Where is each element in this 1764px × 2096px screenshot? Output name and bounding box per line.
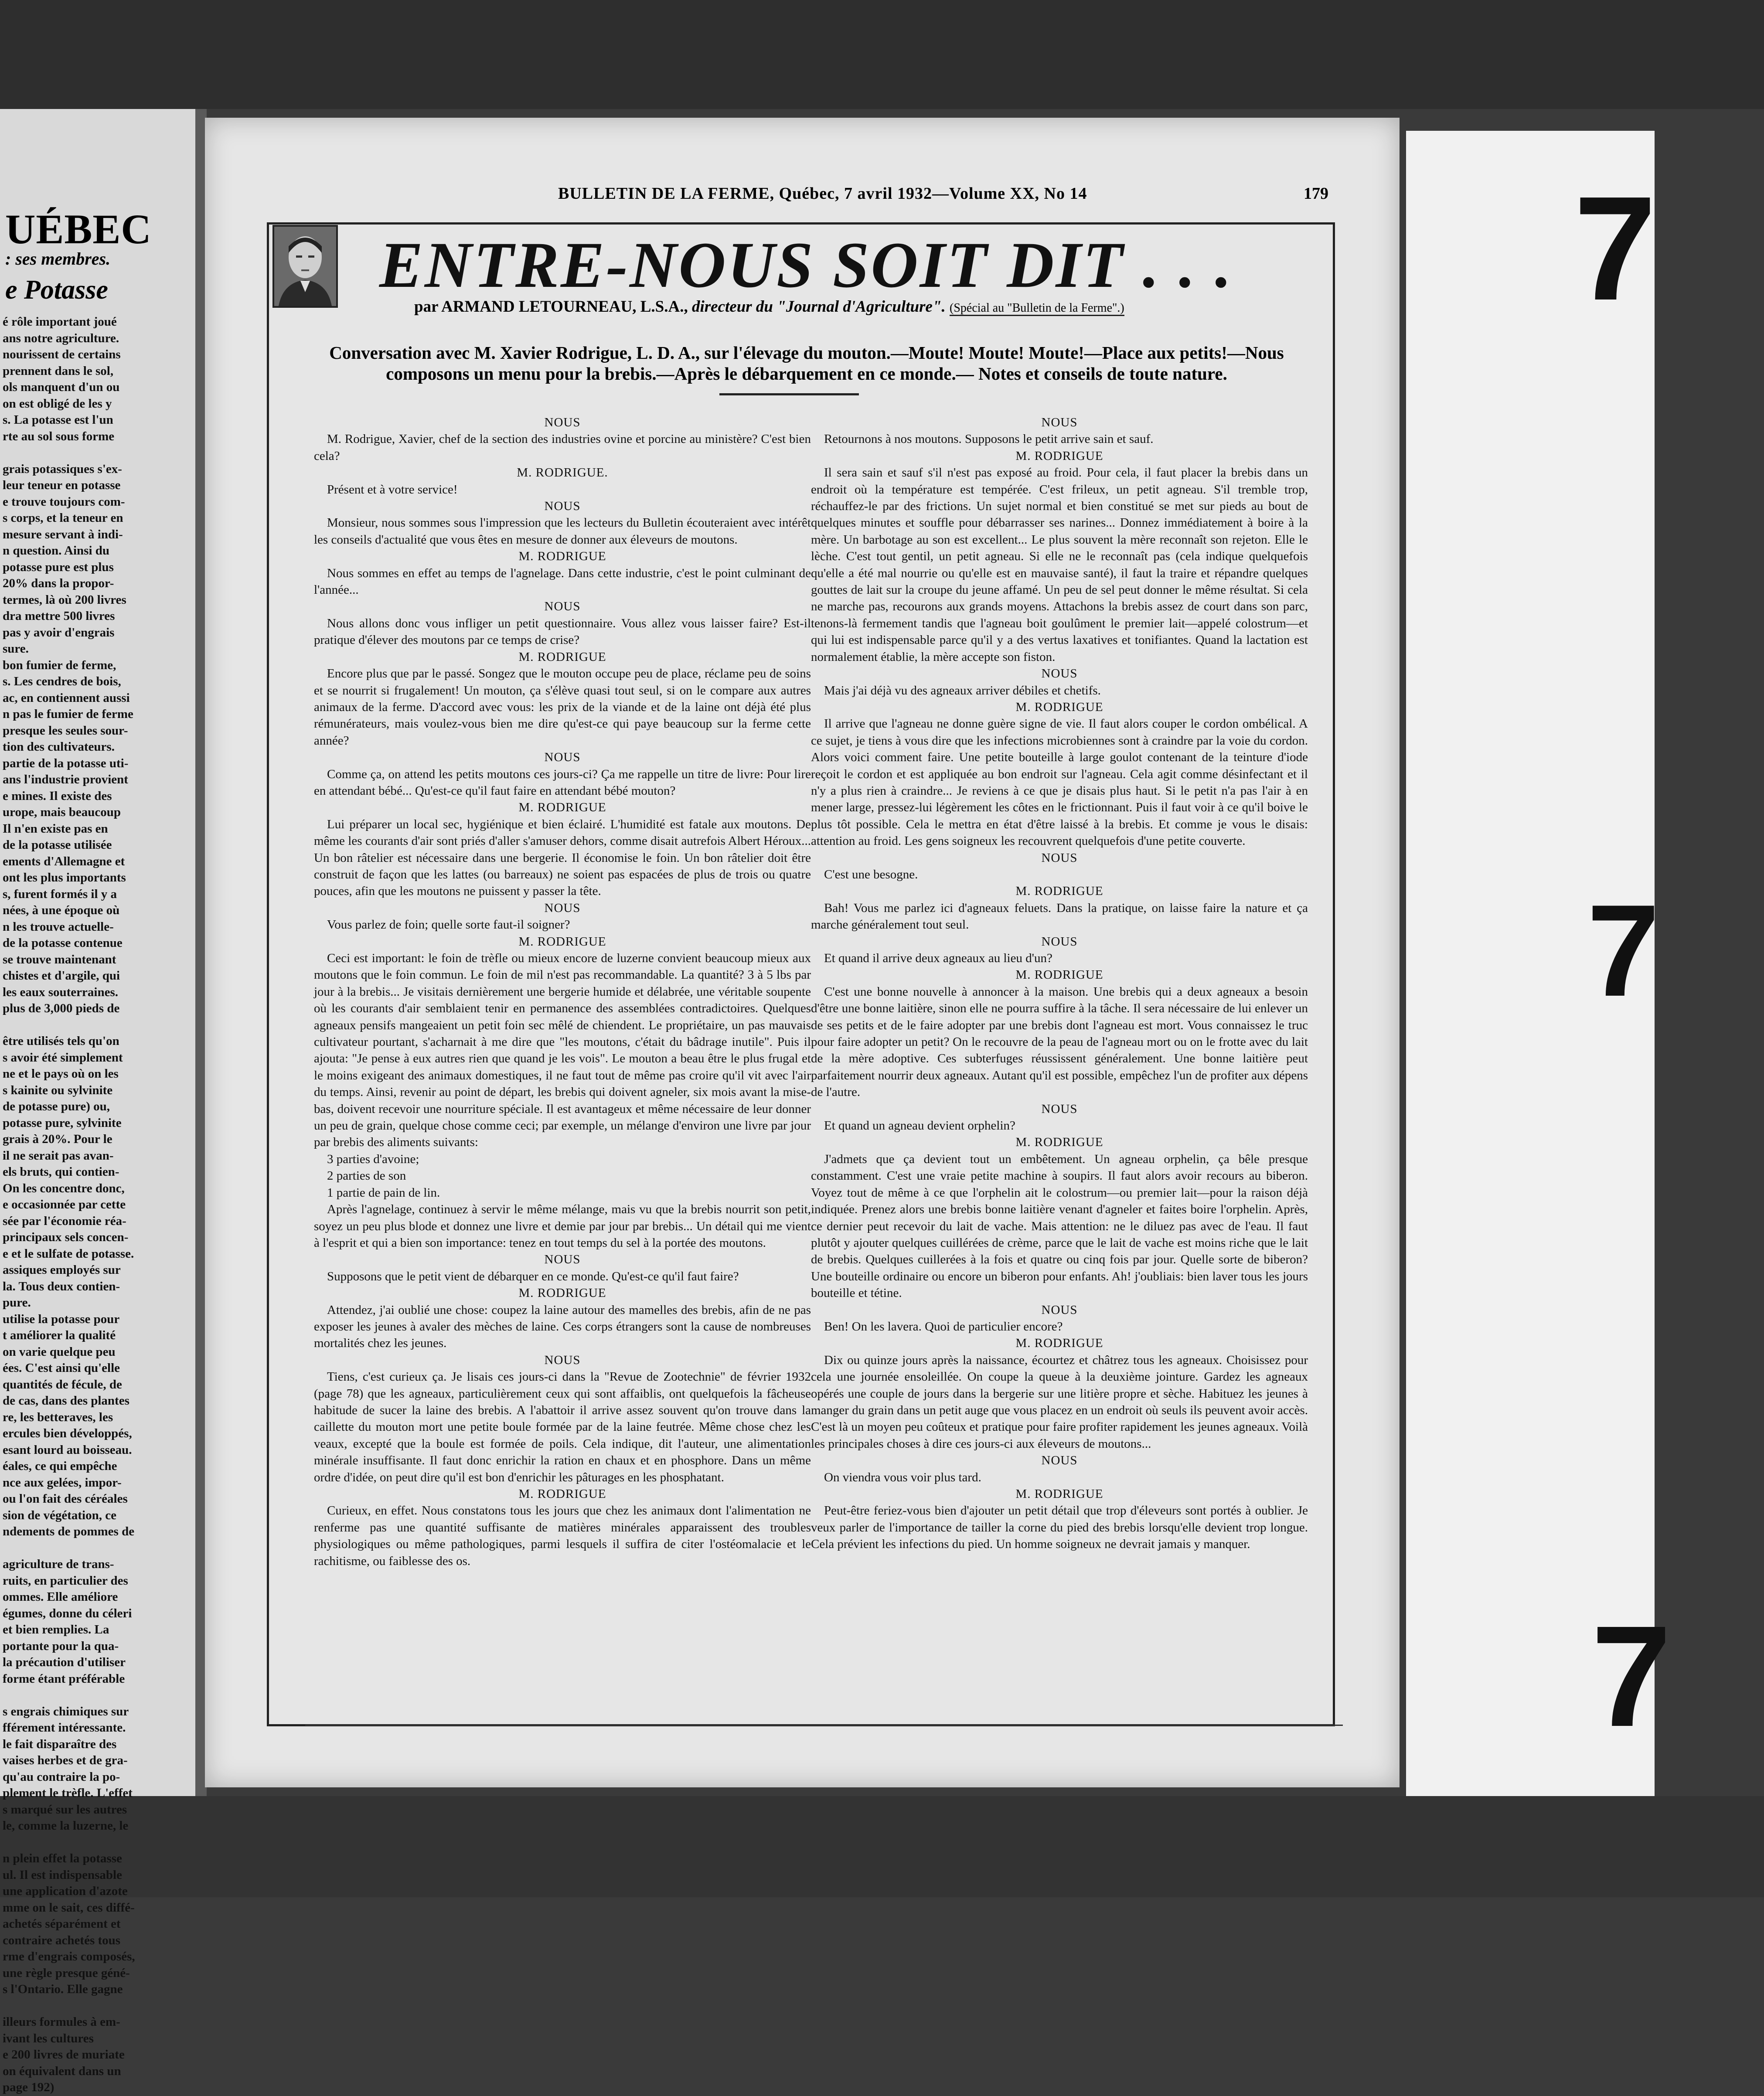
speaker-label: M. RODRIGUE xyxy=(1015,700,1103,714)
article-column-right xyxy=(811,414,1308,1553)
frame-marker-2: 7 xyxy=(1587,877,1660,1024)
dialogue-paragraph: Ceci est important: le foin de trèfle ou mieux encore de luzerne convient beaucoup mieux aux moutons que le foin commun. Le foin de mil n'est pas recommandable. La quantité? 3 à 5 lbs par jour à la brebis... Je visitais dernièrement une bergerie humide et délabrée, une véritable soupente où les courants d'air semblaient tenir en permanence des assemblées contradictoires. Quelques agneaux pensifs mangeaient un petit foin sec mêlé de chiendent. Le propriétaire, un pas mauvais cultivateur pourtant, s'acharnait à me dire que "les moutons, c'était du bâdrage inutile". Puis il ajouta: "Je pense à eux autres rien que quand je les vois". Le mouton a beau être le plus frugal et le moins exigeant des animaux domestiques, il ne faut tout de même pas croire qu'il vit avec l'air du temps. Ainsi, revenir au point de départ, les brebis qui doivent agneler, six mois avant la mise-bas, doivent recevoir une nourriture spéciale. Il est avantageux et même nécessaire de leur donner un peu de grain, quelque chose comme ceci; par exemple, un mélange d'environ une livre par jour par brebis des aliments suivants: xyxy=(314,951,811,1150)
dialogue-paragraph: Monsieur, nous sommes sous l'impression que les lecteurs du Bulletin écouteraient avec intérêt les conseils d'actualité que vous êtes en mesure de donner aux éleveurs de moutons. xyxy=(314,516,811,547)
dialogue-paragraph: Ben! On les lavera. Quoi de particulier encore? xyxy=(824,1319,1063,1334)
dialogue-paragraph: Lui préparer un local sec, hygiénique et bien éclairé. L'humidité est fatale aux moutons. De même les courants d'air sont priés d'aller s'amuser dehors, comme disait autrefois Albert Héroux... Un bon râtelier est nécessaire dans une bergerie. Il économise le foin. Un bon râtelier doit être construit de façon que les lattes (ou barreaux) ne soient pas espacées de plus de trois ou quatre pouces, afin que les moutons ne puissent y passer la tête. xyxy=(314,817,811,898)
dialogue-paragraph: M. Rodrigue, Xavier, chef de la section des industries ovine et porcine au ministère? C'est bien cela? xyxy=(314,432,811,463)
left-page-subtitle: : ses membres. xyxy=(5,249,111,269)
dialogue-paragraph: Dix ou quinze jours après la naissance, écourtez et châtrez tous les agneaux. Choisissez pour cela une journée ensoleillée. On coupe la queue à la deuxième jointure. Gardez les agneaux opérés une couple de jours dans la bergerie sur une litière propre et sèche. Habituez les jeunes à manger du grain dans un petit auge que vous placez en un endroit où seuls ils peuvent avoir accès. C'est là un moyen peu coûteux et pratique pour faire profiter rapidement les jeunes agneaux. Voilà les principales choses à dire ces jours-ci aux éleveurs de moutons... xyxy=(811,1353,1308,1451)
page-number: 179 xyxy=(1304,184,1328,203)
frame-bottom-rule xyxy=(305,1725,1343,1726)
dialogue-paragraph: Et quand il arrive deux agneaux au lieu d'un? xyxy=(824,951,1052,965)
speaker-label: M. RODRIGUE xyxy=(518,1286,606,1300)
article-summary: Conversation avec M. Xavier Rodrigue, L. D. A., sur l'élevage du mouton.—Moute! Moute! Moute!—Place aux petits!—Nous composons un menu pour la brebis.—Après le débarquement en ce monde.— Notes et conseils de toute nature. xyxy=(329,343,1284,384)
speaker-label: NOUS xyxy=(1041,851,1078,865)
speaker-label: M. RODRIGUE xyxy=(518,800,606,815)
speaker-label: NOUS xyxy=(1041,1102,1078,1116)
speaker-label: M. RODRIGUE xyxy=(1015,449,1103,463)
left-adjacent-page xyxy=(0,109,201,2094)
dialogue-paragraph: Nous allons donc vous infliger un petit questionnaire. Vous allez vous laisser faire? Est-il pratique d'élever des moutons par ce temps de crise? xyxy=(314,616,811,647)
speaker-label: M. RODRIGUE xyxy=(518,650,606,664)
dialogue-paragraph: Bah! Vous me parlez ici d'agneaux feluets. Dans la pratique, on laisse faire la nature et ça marche généralement tout seul. xyxy=(811,901,1308,932)
dialogue-paragraph: Et quand un agneau devient orphelin? xyxy=(824,1119,1015,1133)
speaker-label: NOUS xyxy=(544,1252,581,1267)
speaker-label: NOUS xyxy=(544,1353,581,1367)
speaker-label: M. RODRIGUE xyxy=(518,549,606,564)
dialogue-paragraph: Mais j'ai déjà vu des agneaux arriver débiles et chetifs. xyxy=(824,683,1101,698)
byline-author: par ARMAND LETOURNEAU, L.S.A., xyxy=(414,298,692,316)
speaker-label: M. RODRIGUE xyxy=(1015,1487,1103,1501)
article-byline xyxy=(414,297,1124,316)
speaker-label: NOUS xyxy=(544,901,581,915)
dialogue-paragraph: C'est une besogne. xyxy=(824,867,918,881)
speaker-label: M. RODRIGUE xyxy=(1015,968,1103,982)
dialogue-paragraph: 3 parties d'avoine; xyxy=(327,1152,419,1166)
dialogue-paragraph: Curieux, en effet. Nous constatons tous les jours que chez les animaux dont l'alimentation ne renferme pas une quantité suffisante de matières minérales apparaissent des troubles physiologiques ou même pathologiques, parmi lesquels il suffira de citer l'ostéomalacie et le rachitisme, ou faiblesse des os. xyxy=(314,1504,811,1568)
newspaper-page xyxy=(205,118,1400,1787)
speaker-label: NOUS xyxy=(1041,1453,1078,1468)
speaker-label: NOUS xyxy=(1041,415,1078,429)
speaker-label: M. RODRIGUE. xyxy=(517,466,608,480)
dialogue-paragraph: Vous parlez de foin; quelle sorte faut-il soigner? xyxy=(327,918,570,932)
speaker-label: M. RODRIGUE xyxy=(1015,1135,1103,1150)
speaker-label: NOUS xyxy=(544,415,581,429)
dialogue-paragraph: Encore plus que par le passé. Songez que le mouton occupe peu de place, réclame peu de soins et se nourrit si frugalement! Un mouton, ça s'élève quasi tout seul, si on le compare aux autres animaux de la ferme. D'accord avec vous: les prix de la viande et de la laine ont déjà été plus rémunérateurs, mais voulez-vous bien me dire qu'est-ce qui paye beaucoup sur la ferme cette année? xyxy=(314,667,811,748)
dialogue-paragraph: Supposons que le petit vient de débarquer en ce monde. Qu'est-ce qu'il faut faire? xyxy=(327,1269,739,1283)
dialogue-paragraph: Tiens, c'est curieux ça. Je lisais ces jours-ci dans la "Revue de Zootechnie" de février 1932 (page 78) que les agneaux, particulièrement ceux qui sont affaiblis, ont quelquefois la fâcheuse habitude de sucer la laine des brebis. A l'abattoir il arrive assez souvent qu'on trouve dans la caillette du mouton mort une petite boule formée par de la laine feutrée. Même chose chez les veaux, excepté que la boule est formée de poils. Cela indique, dit l'auteur, une alimentation minérale insuffisante. Il faut donc enrichir la ration en chaux et en phosphore. Dans un même ordre d'idée, on peut dire qu'il est bon d'enrichir les pâturages en les phosphatant. xyxy=(314,1370,811,1484)
dialogue-paragraph: Attendez, j'ai oublié une chose: coupez la laine autour des mamelles des brebis, afin de ne pas exposer les jeunes à avaler des mèches de laine. Ces corps étrangers sont la cause de nombreuses mortalités chez les jeunes. xyxy=(314,1303,811,1351)
dialogue-paragraph: Peut-être feriez-vous bien d'ajouter un petit détail que trop d'éleveurs sont portés à oublier. Je veux parler de l'importance de tailler la corne du pied des brebis lorsqu'elle devient trop longue. Cela prévient les infections du pied. Un homme soigneux ne devrait jamais y manquer. xyxy=(811,1504,1308,1552)
dialogue-paragraph: Il arrive que l'agneau ne donne guère signe de vie. Il faut alors couper le cordon ombélical. A ce sujet, je tiens à vous dire que les infections microbiennes sont à craindre par la voie du cordon. Alors voici comment faire. Une petite bouteille à large goulot contenant de la teinture d'iode reçoit le cordon et est appliquée au bon endroit sur l'agneau. Cela agit comme désinfectant et il n'y a plus rien à craindre... Je reviens à ce que je disais plus haut. Si le petit n'a pas l'air à en mener large, pressez-lui légèrement les côtes en le frictionnant. Puis il faut voir à ce qu'il boive le plus tôt possible. Cela le mettra en état d'être laissé à la brebis. Et comme je vous le disais: attention au froid. Les gens soigneux les recouvrent quelquefois d'une petite couverte. xyxy=(811,717,1308,848)
speaker-label: M. RODRIGUE xyxy=(1015,884,1103,898)
dialogue-paragraph: Il sera sain et sauf s'il n'est pas exposé au froid. Pour cela, il faut placer la brebis dans un endroit où la température est tempérée. C'est frileux, un petit agneau. S'il tremble trop, réchauffez-le par des frictions. Un sujet normal et bien constitué se met sur pieds au bout de quelques minutes et souffle pour débarrasser ses narines... Donnez immédiatement à boire à la mère. Un barbotage au son est excellent... Le plus souvent la mère reconnaît son rejeton. Elle le lèche. C'est tout gentil, un petit agneau. Si elle ne le reconnaît pas (cela indique quelquefois qu'elle a été mal nourrie ou qu'elle est en mauvaise santé), il faut la traire et répandre quelques gouttes de lait sur la croupe du jeune affamé. Un peu de sel peut donner le même résultat. Si cela ne marche pas, recourons aux grands moyens. Attachons la brebis assez de court dans son parc, tenons-là fermement tandis que l'agneau boit goulûment le premier lait—appelé colostrum—et qui lui est indispensable parce qu'il y a des vertus laxatives et tonifiantes. Quand la lactation est normalement établie, la mère accepte son fiston. xyxy=(811,466,1308,664)
dialogue-paragraph: C'est une bonne nouvelle à annoncer à la maison. Une brebis qui a deux agneaux a besoin d'être une bonne laitière, sinon elle ne pourra suffire à la tâche. Il sera nécessaire de lui enlever un de ses petits et de le faire adopter par une brebis dont l'agneau est mort. Vous connaissez le truc pour faire adopter un petit? On le recouvre de la peau de l'agneau mort ou on le frotte avec du lait de la mère adoptive. Ces subterfuges réussissent généralement. Une bonne laitière peut parfaitement nourrir deux agneaux. Autant qu'il est possible, empêchez l'un de profiter aux dépens de l'autre. xyxy=(811,984,1308,1099)
running-header: BULLETIN DE LA FERME, Québec, 7 avril 1932—Volume XX, No 14 xyxy=(558,184,1087,203)
dialogue-paragraph: On viendra vous voir plus tard. xyxy=(824,1470,981,1484)
speaker-label: NOUS xyxy=(1041,934,1078,949)
title-rule xyxy=(719,393,859,395)
dialogue-paragraph: 1 partie de pain de lin. xyxy=(327,1185,440,1200)
speaker-label: NOUS xyxy=(544,599,581,614)
byline-special: (Spécial au "Bulletin de la Ferme".) xyxy=(950,301,1124,316)
byline-role: directeur du "Journal d'Agriculture". xyxy=(691,298,946,316)
author-portrait xyxy=(272,225,338,308)
speaker-label: NOUS xyxy=(1041,1303,1078,1317)
speaker-label: NOUS xyxy=(544,499,581,514)
left-page-heading: e Potasse xyxy=(5,275,108,305)
frame-marker-1: 7 xyxy=(1574,166,1657,331)
film-border-top xyxy=(0,0,1764,109)
dialogue-paragraph: J'admets que ça devient tout un embêtement. Un agneau orphelin, ça bêle presque constamment. C'est une vraie petite machine à soupirs. Il faut alors avoir recours au biberon. Voyez tout de même à ce que l'orphelin ait le colostrum—ou premier lait—pour la raison déjà indiquée. Prenez alors une brebis bonne laitière venant d'agneler et faites boire l'orphelin. Après, ce dernier peut recevoir du lait de vache. Mais attention: ne le diluez pas avec de l'eau. Il faut plutôt y ajouter quelques cuillérées de crème, parce que le lait de vache est moins riche que le lait de brebis. Quelques cuillerées à la fois et quatre ou cinq fois par jour. Quelle sorte de biberon? Une bouteille ordinaire ou encore un biberon pour enfants. Ah! j'oubliais: bien laver tous les jours bouteille et tétine. xyxy=(811,1152,1308,1300)
film-border-bottom xyxy=(0,1796,1764,1897)
speaker-label: NOUS xyxy=(1041,667,1078,681)
speaker-label: NOUS xyxy=(544,750,581,765)
dialogue-paragraph: Nous sommes en effet au temps de l'agnelage. Dans cette industrie, c'est le point culminant de l'année... xyxy=(314,566,811,597)
left-page-title: UÉBEC xyxy=(5,206,152,252)
dialogue-paragraph: Comme ça, on attend les petits moutons ces jours-ci? Ça me rappelle un titre de livre: Pour lire en attendant bébé... Qu'est-ce qu'il faut faire en attendant bébé mouton? xyxy=(314,767,811,798)
frame-marker-3: 7 xyxy=(1591,1596,1672,1756)
dialogue-paragraph: Retournons à nos moutons. Supposons le petit arrive sain et sauf. xyxy=(824,432,1154,446)
article-column-left xyxy=(314,414,811,1569)
article-title: ENTRE-NOUS SOIT DIT . . . xyxy=(379,229,1233,301)
speaker-label: M. RODRIGUE xyxy=(1015,1336,1103,1351)
speaker-label: M. RODRIGUE xyxy=(518,1487,606,1501)
dialogue-paragraph: Présent et à votre service! xyxy=(327,482,458,497)
dialogue-paragraph: Après l'agnelage, continuez à servir le même mélange, mais vu que la brebis nourrit son petit, soyez un peu plus blode et donnez une livre et demie par jour par brebis... Un détail qui me vient à l'esprit et qui a bien son importance: tenez en tout temps du sel à la portée des moutons. xyxy=(314,1202,811,1250)
dialogue-paragraph: 2 parties de son xyxy=(327,1169,406,1183)
speaker-label: M. RODRIGUE xyxy=(518,934,606,949)
left-page-text: é rôle important joué ans notre agriculture. nourissent de certains prennent dans le sol, ols manquent d'un ou on est obligé de les y s. La potasse est l'un rte au sol sous forme grais potassiques s'ex- leur teneur en potasse e trouve toujours com- s corps, et la teneur en mesure servant à indi- n question. Ainsi du potasse pure est plus 20% dans la propor- termes, là où 200 livres dra mettre 500 livres pas y avoir d'engrais sure. bon fumier de ferme, s. Les cendres de bois, ac, en contiennent aussi n pas le fumier de ferme presque les seules sour- tion des cultivateurs. partie de la potasse uti- ans l'industrie provient e mines. Il existe des urope, mais beaucoup Il n'en existe pas en de la potasse utilisée ements d'Allemagne et ont les plus importants s, furent formés il y a nées, à une époque où n les trouve actuelle- de la potasse contenue se trouve maintenant chistes et d'argile, qui les eaux souterraines. plus de 3,000 pieds de être utilisés tels qu'on s avoir été simplement ne et le pays où on les s kainite ou sylvinite de potasse pure) ou, potasse pure, sylvinite grais à 20%. Pour le il ne serait pas avan- els bruts, qui contien- On les concentre donc, e occasionnée par cette sée par l'économie réa- principaux sels concen- e et le sulfate de potasse. assiques employés sur la. Tous deux contien- pure. utilise la potasse pour t améliorer la qualité on varie quelque peu ées. C'est ainsi qu'elle quantités de fécule, de de cas, dans des plantes re, les betteraves, les ercules bien développés, esant lourd au boisseau. éales, ce qui empêche nce aux gelées, impor- ou l'on fait des céréales sion de végétation, ce ndements de pommes de agriculture de trans- ruits, en particulier des ommes. Elle améliore égumes, donne du céleri et bien remplies. La portante pour la qua- la précaution d'utiliser forme étant préférable s engrais chimiques sur fférement intéressante. le fait disparaître des vaises herbes et de gra- qu'au contraire la po- plement le trèfle. L'effet s marqué sur les autres le, comme la luzerne, le n plein effet la potasse ul. Il est indispensable une application d'azote mme on le sait, ces diffé- achetés séparément et contraire achetés tous rme d'engrais composés, une règle presque géné- s l'Ontario. Elle gagne illeurs formules à em- ivant les cultures e 200 livres de muriate on équivalent dans un page 192) xyxy=(3,315,135,2094)
